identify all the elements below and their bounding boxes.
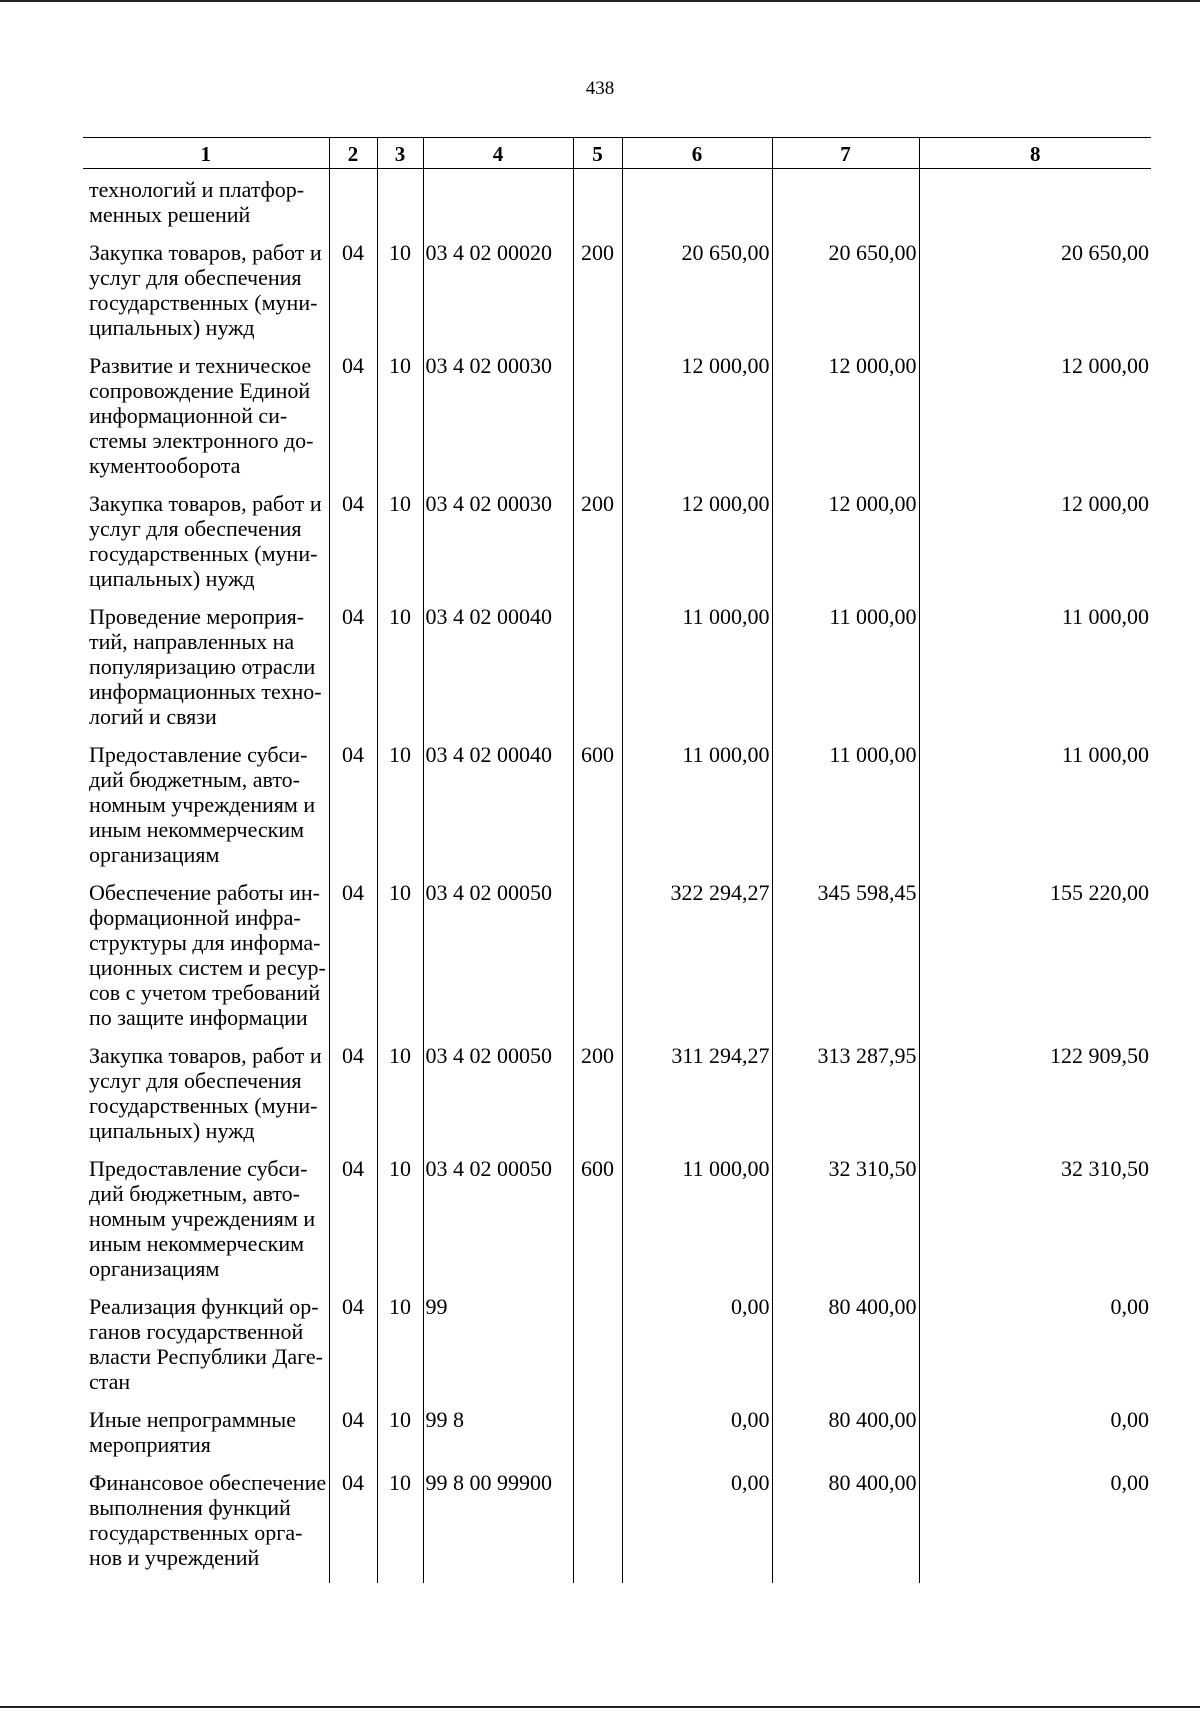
subsection-code-cell: 10: [377, 1156, 423, 1294]
subsection-code-cell: 10: [377, 240, 423, 353]
amount-col8-cell: 0,00: [919, 1470, 1151, 1583]
amount-col6-cell: 11 000,00: [622, 742, 772, 880]
amount-col7-cell: 80 400,00: [772, 1294, 919, 1407]
amount-col6-cell: 12 000,00: [622, 491, 772, 604]
section-code-cell: 04: [329, 1294, 377, 1407]
target-article-cell: 99 8: [423, 1407, 573, 1470]
amount-col7-cell: 12 000,00: [772, 353, 919, 491]
target-article-cell: 99: [423, 1294, 573, 1407]
table-row: [83, 1294, 1151, 1407]
row-name-cell: технологий и платфор- менных решений: [89, 177, 305, 227]
amount-col8-cell: 11 000,00: [919, 742, 1151, 880]
subsection-code-cell: [377, 169, 423, 241]
target-article-cell: 03 4 02 00020: [423, 240, 573, 353]
expense-type-cell: 200: [573, 1043, 622, 1156]
column-header: 4: [423, 138, 573, 169]
table-body: [83, 169, 1151, 1584]
scan-edge-top: [0, 0, 1200, 2]
table-row: [83, 604, 1151, 742]
amount-col6-cell: [622, 169, 772, 241]
column-header: 8: [919, 138, 1151, 169]
table-row: [83, 1043, 1151, 1156]
subsection-code-cell: 10: [377, 1470, 423, 1583]
amount-col6-cell: 12 000,00: [622, 353, 772, 491]
row-name-cell: Предоставление субси- дий бюджетным, авто- номным учреждениям и иным некоммерческим организациям: [89, 742, 316, 867]
amount-col6-cell: 0,00: [622, 1470, 772, 1583]
column-header: 6: [622, 138, 772, 169]
subsection-code-cell: 10: [377, 604, 423, 742]
amount-col8-cell: 122 909,50: [919, 1043, 1151, 1156]
amount-col6-cell: 322 294,27: [622, 880, 772, 1043]
amount-col7-cell: 11 000,00: [772, 742, 919, 880]
amount-col8-cell: 0,00: [919, 1407, 1151, 1470]
row-name-cell: Закупка товаров, работ и услуг для обеспечения государственных (муни- ципальных) нужд: [89, 240, 322, 340]
amount-col7-cell: 80 400,00: [772, 1407, 919, 1470]
scan-edge-bottom: [0, 1706, 1200, 1708]
row-name-cell: Финансовое обеспечение выполнения функций государственных орга- нов и учреждений: [89, 1470, 327, 1570]
subsection-code-cell: 10: [377, 1043, 423, 1156]
table-row: [83, 880, 1151, 1043]
budget-table: [83, 137, 1151, 1583]
target-article-cell: 03 4 02 00040: [423, 604, 573, 742]
section-code-cell: 04: [329, 742, 377, 880]
column-header: 7: [772, 138, 919, 169]
row-name-cell: Проведение мероприя- тий, направленных на популяризацию отрасли информационных техно- логий и связи: [89, 604, 322, 729]
expense-type-cell: [573, 1294, 622, 1407]
page-number: 438: [585, 78, 615, 99]
expense-type-cell: 200: [573, 491, 622, 604]
column-header: 2: [329, 138, 377, 169]
row-name-cell: Развитие и техническое сопровождение Единой информационной си- стемы электронного до- кументооборота: [89, 353, 314, 478]
row-name-cell: Обеспечение работы ин- формационной инфра- структуры для информа- ционных систем и ресур- сов с учетом требований по защите информации: [89, 880, 326, 1030]
subsection-code-cell: 10: [377, 742, 423, 880]
expense-type-cell: [573, 1407, 622, 1470]
table-row: [83, 353, 1151, 491]
expense-type-cell: [573, 1470, 622, 1583]
expense-type-cell: [573, 880, 622, 1043]
row-name-cell: Предоставление субси- дий бюджетным, авто- номным учреждениям и иным некоммерческим организациям: [89, 1156, 316, 1281]
subsection-code-cell: 10: [377, 880, 423, 1043]
section-code-cell: 04: [329, 604, 377, 742]
section-code-cell: 04: [329, 353, 377, 491]
table-header-row: [83, 138, 1151, 169]
row-name-cell: Закупка товаров, работ и услуг для обеспечения государственных (муни- ципальных) нужд: [89, 491, 322, 591]
expense-type-cell: [573, 353, 622, 491]
amount-col8-cell: 155 220,00: [919, 880, 1151, 1043]
amount-col6-cell: 311 294,27: [622, 1043, 772, 1156]
column-header: 1: [83, 138, 329, 169]
amount-col8-cell: 12 000,00: [919, 491, 1151, 604]
section-code-cell: 04: [329, 880, 377, 1043]
amount-col7-cell: 80 400,00: [772, 1470, 919, 1583]
column-header: 5: [573, 138, 622, 169]
amount-col8-cell: 32 310,50: [919, 1156, 1151, 1294]
amount-col6-cell: 11 000,00: [622, 1156, 772, 1294]
row-name-cell: Иные непрограммные мероприятия: [89, 1407, 296, 1457]
amount-col8-cell: [919, 169, 1151, 241]
table-row: [83, 240, 1151, 353]
subsection-code-cell: 10: [377, 353, 423, 491]
amount-col7-cell: 345 598,45: [772, 880, 919, 1043]
expense-type-cell: [573, 604, 622, 742]
section-code-cell: 04: [329, 240, 377, 353]
target-article-cell: 03 4 02 00030: [423, 491, 573, 604]
target-article-cell: 03 4 02 00050: [423, 880, 573, 1043]
amount-col8-cell: 0,00: [919, 1294, 1151, 1407]
target-article-cell: [423, 169, 573, 241]
subsection-code-cell: 10: [377, 1294, 423, 1407]
column-header: 3: [377, 138, 423, 169]
amount-col8-cell: 11 000,00: [919, 604, 1151, 742]
target-article-cell: 03 4 02 00040: [423, 742, 573, 880]
subsection-code-cell: 10: [377, 491, 423, 604]
expense-type-cell: [573, 169, 622, 241]
section-code-cell: 04: [329, 1043, 377, 1156]
table-row: [83, 1407, 1151, 1470]
section-code-cell: [329, 169, 377, 241]
amount-col7-cell: [772, 169, 919, 241]
amount-col8-cell: 12 000,00: [919, 353, 1151, 491]
target-article-cell: 99 8 00 99900: [423, 1470, 573, 1583]
expense-type-cell: 600: [573, 742, 622, 880]
expense-type-cell: 200: [573, 240, 622, 353]
amount-col8-cell: 20 650,00: [919, 240, 1151, 353]
section-code-cell: 04: [329, 1407, 377, 1470]
table-row: [83, 742, 1151, 880]
subsection-code-cell: 10: [377, 1407, 423, 1470]
amount-col7-cell: 11 000,00: [772, 604, 919, 742]
amount-col7-cell: 12 000,00: [772, 491, 919, 604]
section-code-cell: 04: [329, 491, 377, 604]
amount-col6-cell: 11 000,00: [622, 604, 772, 742]
target-article-cell: 03 4 02 00050: [423, 1043, 573, 1156]
amount-col7-cell: 313 287,95: [772, 1043, 919, 1156]
target-article-cell: 03 4 02 00050: [423, 1156, 573, 1294]
row-name-cell: Реализация функций ор- ганов государственной власти Республики Даге- стан: [89, 1294, 323, 1394]
expense-type-cell: 600: [573, 1156, 622, 1294]
section-code-cell: 04: [329, 1156, 377, 1294]
table-row: [83, 1156, 1151, 1294]
amount-col7-cell: 32 310,50: [772, 1156, 919, 1294]
amount-col6-cell: 0,00: [622, 1407, 772, 1470]
row-name-cell: Закупка товаров, работ и услуг для обеспечения государственных (муни- ципальных) нужд: [89, 1043, 322, 1143]
target-article-cell: 03 4 02 00030: [423, 353, 573, 491]
table-row: [83, 1470, 1151, 1583]
table-row: [83, 169, 1151, 241]
amount-col6-cell: 20 650,00: [622, 240, 772, 353]
amount-col7-cell: 20 650,00: [772, 240, 919, 353]
amount-col6-cell: 0,00: [622, 1294, 772, 1407]
section-code-cell: 04: [329, 1470, 377, 1583]
table-row: [83, 491, 1151, 604]
